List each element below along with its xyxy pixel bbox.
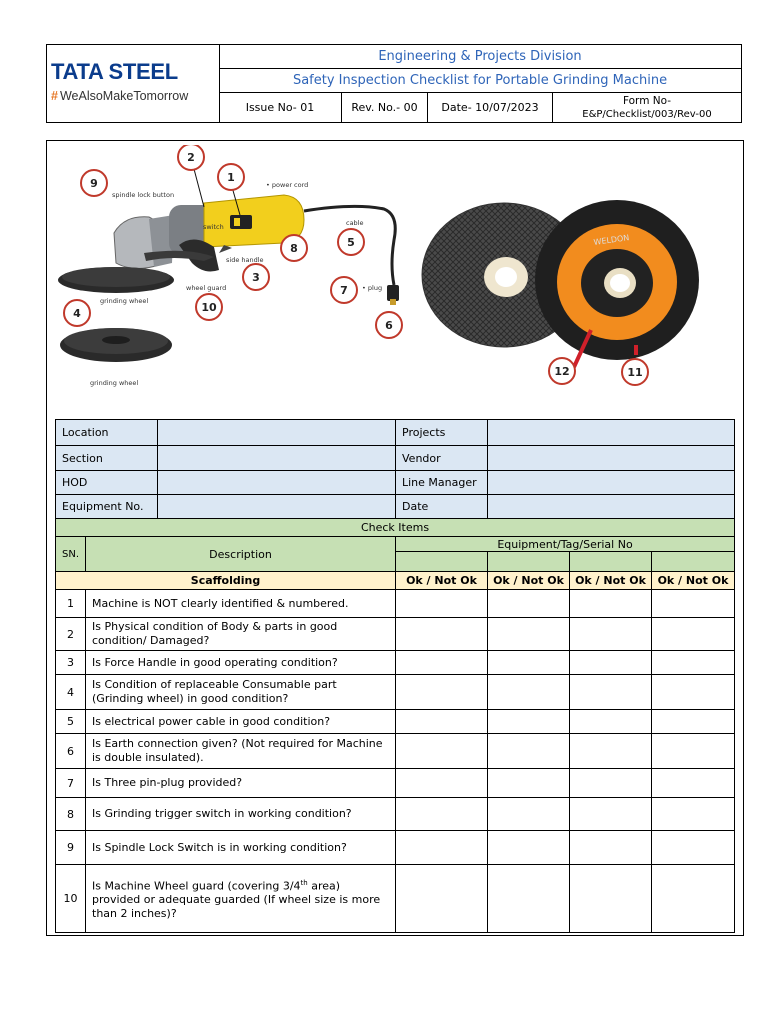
callout-2 xyxy=(178,145,204,170)
tag-field-1[interactable] xyxy=(396,552,488,572)
svg-text:9: 9 xyxy=(90,177,98,190)
label-grinding-wheel-2: grinding wheel xyxy=(90,379,139,387)
item-status-cell[interactable] xyxy=(396,798,488,831)
table-row xyxy=(56,590,735,618)
item-status-cell[interactable] xyxy=(570,734,652,769)
line-manager-field[interactable] xyxy=(488,471,735,495)
hash-icon: # xyxy=(51,89,58,103)
table-row xyxy=(56,865,735,933)
label-section: Section xyxy=(56,446,158,471)
item-sn: 6 xyxy=(56,734,86,769)
info-row-equipment xyxy=(56,495,735,519)
label-plug: • plug xyxy=(362,284,383,292)
callout-9 xyxy=(81,170,107,196)
item-sn: 1 xyxy=(56,590,86,618)
scaffolding-row xyxy=(56,572,735,590)
check-items-heading: Check Items xyxy=(56,519,735,537)
svg-text:5: 5 xyxy=(347,236,355,249)
item-10-text-b: area) provided or adequate guarded (If wheel size is more than 2 inches)? xyxy=(92,879,381,921)
table-row xyxy=(56,618,735,651)
grinder-illustration xyxy=(54,145,734,395)
item-10-text-a: Is Machine Wheel guard (covering 3/4 xyxy=(92,879,301,893)
label-side-handle: side handle xyxy=(226,256,264,264)
label-power-cord: • power cord xyxy=(266,181,309,189)
item-status-cell[interactable] xyxy=(488,710,570,734)
callout-11 xyxy=(622,359,648,385)
item-description xyxy=(86,865,396,933)
item-status-cell[interactable] xyxy=(488,831,570,865)
form-no xyxy=(553,93,741,122)
item-status-cell[interactable] xyxy=(570,798,652,831)
check-items-header-row xyxy=(56,519,735,537)
item-sn: 2 xyxy=(56,618,86,651)
item-status-cell[interactable] xyxy=(488,618,570,651)
info-row-section xyxy=(56,446,735,471)
table-row xyxy=(56,734,735,769)
svg-text:10: 10 xyxy=(201,301,217,314)
callout-4 xyxy=(64,300,90,326)
item-status-cell[interactable] xyxy=(396,675,488,710)
item-status-cell[interactable] xyxy=(570,710,652,734)
table-row xyxy=(56,651,735,675)
hod-field[interactable] xyxy=(158,471,396,495)
vendor-field[interactable] xyxy=(488,446,735,471)
item-status-cell[interactable] xyxy=(652,798,735,831)
label-line-manager: Line Manager xyxy=(396,471,488,495)
tagline-text: WeAlsoMakeTomorrow xyxy=(59,89,189,103)
callout-10 xyxy=(196,294,222,320)
date-field[interactable] xyxy=(488,495,735,519)
item-status-cell[interactable] xyxy=(396,734,488,769)
item-sn: 9 xyxy=(56,831,86,865)
ok-not-ok-heading-1: Ok / Not Ok xyxy=(396,572,488,590)
item-description: Is Spindle Lock Switch is in working condition? xyxy=(86,831,396,865)
form-no-label: Form No- xyxy=(622,94,672,107)
label-equipment-no: Equipment No. xyxy=(56,495,158,519)
item-10-superscript: th xyxy=(300,878,308,887)
svg-text:1: 1 xyxy=(227,171,235,184)
scaffolding-heading: Scaffolding xyxy=(56,572,396,590)
info-row-location xyxy=(56,420,735,446)
item-description: Is Grinding trigger switch in working condition? xyxy=(86,798,396,831)
wheel-brand-text: WELDON xyxy=(593,233,630,247)
issue-date: Date- 10/07/2023 xyxy=(428,93,553,122)
label-wheel-guard: wheel guard xyxy=(186,284,227,292)
svg-text:8: 8 xyxy=(290,242,298,255)
projects-field[interactable] xyxy=(488,420,735,446)
label-hod: HOD xyxy=(56,471,158,495)
item-status-cell[interactable] xyxy=(570,831,652,865)
item-sn: 3 xyxy=(56,651,86,675)
label-spindle-lock: spindle lock button xyxy=(112,191,175,199)
item-status-cell[interactable] xyxy=(570,675,652,710)
callout-3 xyxy=(243,264,269,290)
label-location: Location xyxy=(56,420,158,446)
cutting-wheel-drawing xyxy=(535,200,699,385)
table-row xyxy=(56,675,735,710)
callout-8 xyxy=(281,235,307,261)
equipment-tag-heading: Equipment/Tag/Serial No xyxy=(396,537,735,552)
sn-header-row xyxy=(56,537,735,552)
item-description: Is Condition of replaceable Consumable part (Grinding wheel) in good condition? xyxy=(86,675,396,710)
label-grinding-wheel-1: grinding wheel xyxy=(100,297,149,305)
item-status-cell[interactable] xyxy=(570,618,652,651)
item-status-cell[interactable] xyxy=(652,831,735,865)
item-status-cell[interactable] xyxy=(652,651,735,675)
item-description: Is Three pin-plug provided? xyxy=(86,769,396,798)
item-description: Is Force Handle in good operating condition? xyxy=(86,651,396,675)
issue-no: Issue No- 01 xyxy=(219,93,342,122)
item-status-cell[interactable] xyxy=(396,651,488,675)
tata-steel-logo: TATA STEEL xyxy=(51,59,178,84)
item-status-cell[interactable] xyxy=(652,734,735,769)
svg-text:3: 3 xyxy=(252,271,260,284)
checklist-table xyxy=(55,419,735,933)
section-field[interactable] xyxy=(158,446,396,471)
item-status-cell[interactable] xyxy=(488,651,570,675)
item-sn: 5 xyxy=(56,710,86,734)
item-status-cell[interactable] xyxy=(652,618,735,651)
item-status-cell[interactable] xyxy=(396,590,488,618)
tag-field-3[interactable] xyxy=(570,552,652,572)
item-sn: 4 xyxy=(56,675,86,710)
item-sn: 7 xyxy=(56,769,86,798)
label-vendor: Vendor xyxy=(396,446,488,471)
label-date: Date xyxy=(396,495,488,519)
item-status-cell[interactable] xyxy=(570,769,652,798)
item-status-cell[interactable] xyxy=(396,769,488,798)
item-status-cell[interactable] xyxy=(570,590,652,618)
item-status-cell[interactable] xyxy=(488,590,570,618)
item-status-cell[interactable] xyxy=(570,865,652,933)
ok-not-ok-heading-2: Ok / Not Ok xyxy=(488,572,570,590)
svg-text:2: 2 xyxy=(187,151,195,164)
item-status-cell[interactable] xyxy=(652,590,735,618)
info-row-hod xyxy=(56,471,735,495)
sn-heading: SN. xyxy=(56,537,86,572)
item-status-cell[interactable] xyxy=(396,865,488,933)
equipment-no-field[interactable] xyxy=(158,495,396,519)
item-status-cell[interactable] xyxy=(396,831,488,865)
item-status-cell[interactable] xyxy=(396,618,488,651)
item-status-cell[interactable] xyxy=(652,865,735,933)
ok-not-ok-heading-4: Ok / Not Ok xyxy=(652,572,735,590)
item-sn: 8 xyxy=(56,798,86,831)
table-row xyxy=(56,710,735,734)
svg-text:4: 4 xyxy=(73,307,81,320)
logo-cell xyxy=(47,45,220,122)
ok-not-ok-heading-3: Ok / Not Ok xyxy=(570,572,652,590)
svg-text:6: 6 xyxy=(385,319,393,332)
item-status-cell[interactable] xyxy=(652,769,735,798)
table-row xyxy=(56,831,735,865)
item-status-cell[interactable] xyxy=(652,675,735,710)
item-status-cell[interactable] xyxy=(396,710,488,734)
label-switch: switch xyxy=(203,223,224,231)
item-sn: 10 xyxy=(56,865,86,933)
item-status-cell[interactable] xyxy=(488,769,570,798)
svg-text:11: 11 xyxy=(627,366,643,379)
document-meta-row xyxy=(219,93,741,122)
document-header xyxy=(46,44,742,123)
item-description: Is electrical power cable in good condition? xyxy=(86,710,396,734)
svg-text:7: 7 xyxy=(340,284,348,297)
label-projects: Projects xyxy=(396,420,488,446)
form-no-value: E&P/Checklist/003/Rev-00 xyxy=(582,108,712,120)
tag-field-4[interactable] xyxy=(652,552,735,572)
item-status-cell[interactable] xyxy=(570,651,652,675)
division-title: Engineering & Projects Division xyxy=(219,45,741,69)
document-title: Safety Inspection Checklist for Portable Grinding Machine xyxy=(219,69,741,93)
rev-no: Rev. No.- 00 xyxy=(342,93,428,122)
callout-5 xyxy=(338,229,364,255)
item-description: Is Physical condition of Body & parts in good condition/ Damaged? xyxy=(86,618,396,651)
item-description: Is Earth connection given? (Not required for Machine is double insulated). xyxy=(86,734,396,769)
item-status-cell[interactable] xyxy=(488,798,570,831)
callout-12 xyxy=(549,358,575,384)
logo-tagline xyxy=(51,89,188,103)
label-cable: cable xyxy=(346,219,364,227)
table-row xyxy=(56,769,735,798)
tag-field-2[interactable] xyxy=(488,552,570,572)
item-status-cell[interactable] xyxy=(488,734,570,769)
item-status-cell[interactable] xyxy=(488,675,570,710)
item-status-cell[interactable] xyxy=(652,710,735,734)
location-field[interactable] xyxy=(158,420,396,446)
callout-6 xyxy=(376,312,402,338)
table-row xyxy=(56,798,735,831)
callout-7 xyxy=(331,277,357,303)
item-description: Machine is NOT clearly identified & numbered. xyxy=(86,590,396,618)
description-heading: Description xyxy=(86,537,396,572)
svg-text:12: 12 xyxy=(554,365,570,378)
item-status-cell[interactable] xyxy=(488,865,570,933)
callout-1 xyxy=(218,164,244,190)
